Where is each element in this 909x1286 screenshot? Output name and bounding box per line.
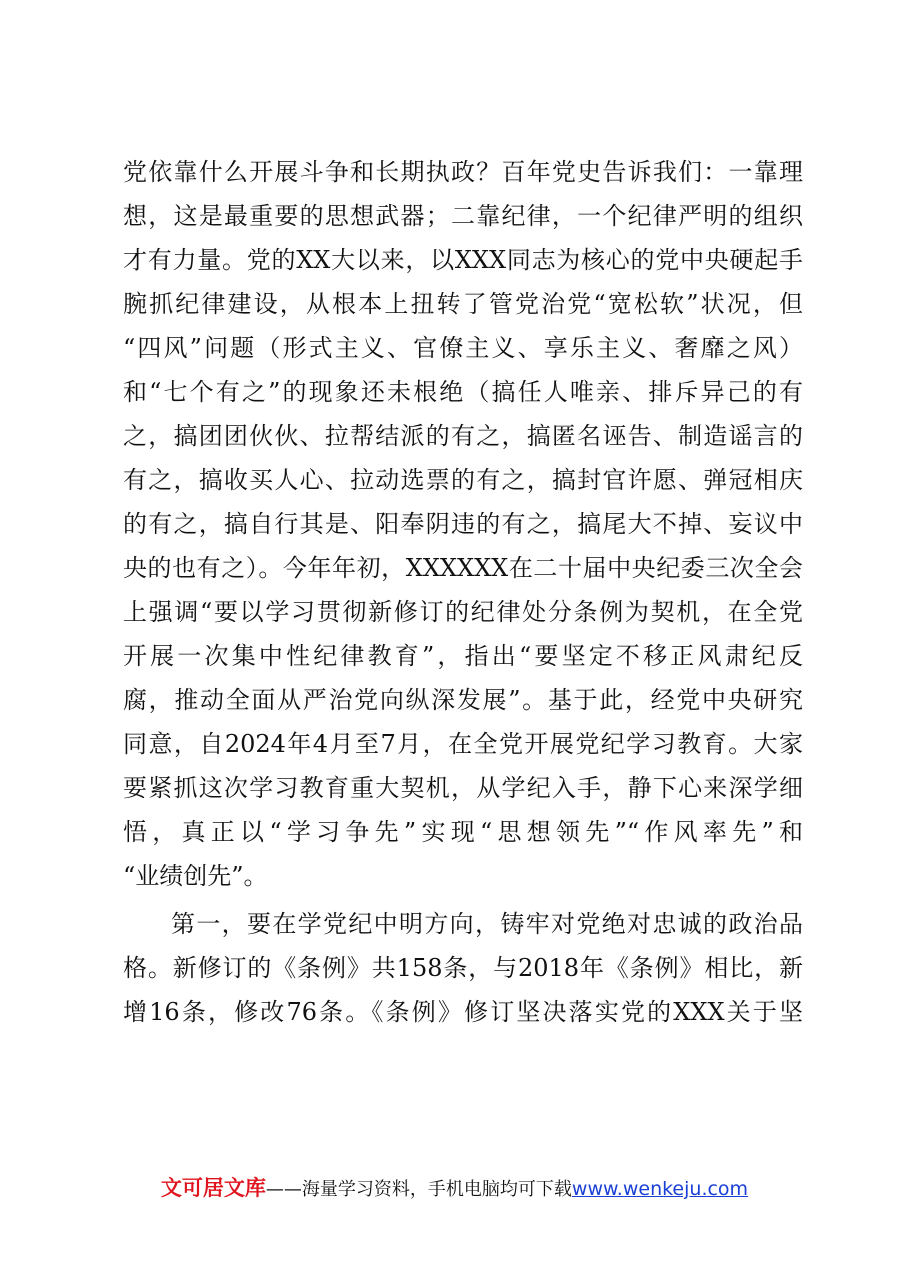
paragraph-1-line-3: 才有力量。党的XX大以来，以XXX同志为核心的党中央硬起手 xyxy=(123,246,803,274)
paragraph-1-line-2: 想，这是最重要的思想武器；二靠纪律，一个纪律严明的组织 xyxy=(123,202,803,230)
paragraph-1-line-6: 和“七个有之”的现象还未根绝（搞任人唯亲、排斥异己的有 xyxy=(123,378,803,406)
paragraph-2-line-1: 第一，要在学党纪中明方向，铸牢对党绝对忠诚的政治品 xyxy=(171,910,803,938)
paragraph-1-line-9: 的有之，搞自行其是、阳奉阴违的有之，搞尾大不掉、妄议中 xyxy=(123,510,803,538)
footer-link[interactable]: www.wenkeju.com xyxy=(571,1178,749,1200)
paragraph-1-line-12: 开展一次集中性纪律教育”，指出“要坚定不移正风肃纪反 xyxy=(123,642,803,670)
paragraph-1-line-16: 悟，真正以“学习争先”实现“思想领先”“作风率先”和 xyxy=(123,818,803,846)
footer-banner xyxy=(0,1174,909,1204)
paragraph-1-line-8: 有之，搞收买人心、拉动选票的有之，搞封官许愿、弹冠相庆 xyxy=(123,466,803,494)
paragraph-1-line-1: 党依靠什么开展斗争和长期执政？百年党史告诉我们：一靠理 xyxy=(123,158,803,186)
paragraph-1-line-7: 之，搞团团伙伙、拉帮结派的有之，搞匿名诬告、制造谣言的 xyxy=(123,422,803,450)
footer-slogan: ——海量学习资料，手机电脑均可下载 xyxy=(265,1179,572,1200)
paragraph-1-line-14: 同意，自2024年4月至7月，在全党开展党纪学习教育。大家 xyxy=(123,730,803,758)
paragraph-2-line-3: 增16条，修改76条。《条例》修订坚决落实党的XXX关于坚 xyxy=(123,998,803,1026)
paragraph-1-line-5: “四风”问题（形式主义、官僚主义、享乐主义、奢靡之风） xyxy=(123,334,803,362)
paragraph-1-line-11: 上强调“要以学习贯彻新修订的纪律处分条例为契机，在全党 xyxy=(123,598,803,626)
paragraph-1-line-10: 央的也有之）。今年年初，XXXXXX在二十届中央纪委三次全会 xyxy=(123,554,803,582)
paragraph-1-line-17: “业绩创先”。 xyxy=(123,862,268,890)
footer-brand: 文可居文库 xyxy=(160,1176,266,1200)
paragraph-2-line-2: 格。新修订的《条例》共158条，与2018年《条例》相比，新 xyxy=(123,954,803,982)
paragraph-1-line-4: 腕抓纪律建设，从根本上扭转了管党治党“宽松软”状况，但 xyxy=(123,290,803,318)
paragraph-1-line-13: 腐，推动全面从严治党向纵深发展”。基于此，经党中央研究 xyxy=(123,686,803,714)
paragraph-1-line-15: 要紧抓这次学习教育重大契机，从学纪入手，静下心来深学细 xyxy=(123,774,803,802)
